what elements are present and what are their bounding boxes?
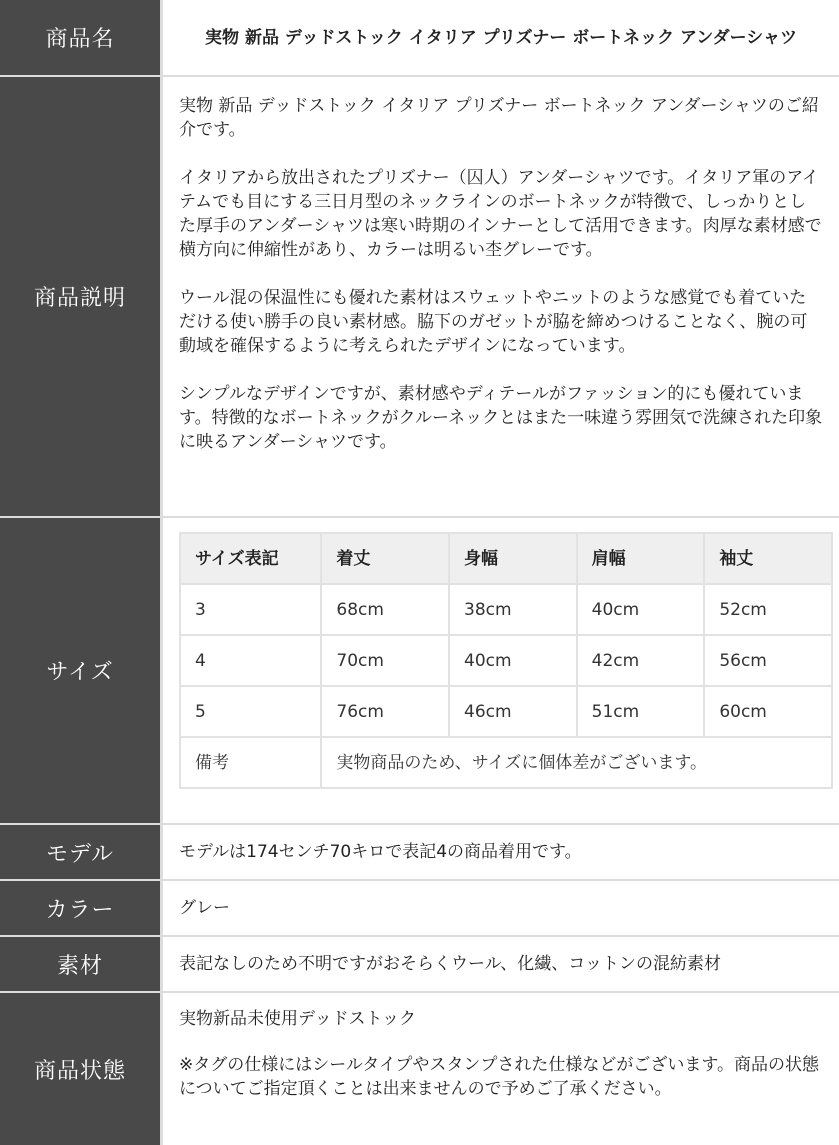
description-row: [0, 77, 839, 518]
size-cell: 56cm: [704, 635, 832, 686]
size-cell: 76cm: [321, 686, 449, 737]
size-cell: 40cm: [577, 584, 705, 635]
model-value: モデルは174センチ70キロで表記4の商品着用です。: [179, 842, 582, 862]
size-value: [163, 518, 839, 823]
size-header-cell: 身幅: [449, 533, 577, 584]
table-row: [180, 635, 832, 686]
size-cell: 3: [180, 584, 321, 635]
size-cell: 4: [180, 635, 321, 686]
condition-label: 商品状態: [0, 993, 163, 1145]
size-label: サイズ: [0, 518, 163, 823]
description-paragraph: ウール混の保温性にも優れた素材はスウェットやニットのような感覚でも着ていただける使い勝手の良い素材感。脇下のガゼットが脇を締めつけることなく、腕の可動域を確保するように考えられたデザインになっています。: [179, 288, 808, 356]
material-value: 表記なしのため不明ですがおそらくウール、化繊、コットンの混紡素材: [179, 954, 721, 974]
size-header-cell: 肩幅: [577, 533, 705, 584]
size-cell: 70cm: [321, 635, 449, 686]
size-cell: 60cm: [704, 686, 832, 737]
model-row: [0, 825, 839, 881]
size-cell: 42cm: [577, 635, 705, 686]
size-header-cell: 袖丈: [704, 533, 832, 584]
model-label: モデル: [0, 825, 163, 879]
size-cell: 52cm: [704, 584, 832, 635]
description-label: 商品説明: [0, 77, 163, 516]
description-value: [163, 77, 839, 516]
size-row: [0, 518, 839, 825]
description-paragraph: イタリアから放出されたプリズナー（囚人）アンダーシャツです。イタリア軍のアイテムでも目にする三日月型のネックラインのボートネックが特徴で、しっかりとした厚手のアンダーシャツは寒い時期のインナーとして活用できます。肉厚な素材感で横方向に伸縮性があり、カラーは明るい杢グレーです。: [179, 168, 822, 260]
material-row: [0, 937, 839, 993]
size-header-cell: 着丈: [321, 533, 449, 584]
condition-value: [163, 993, 839, 1145]
condition-line: 実物新品未使用デッドストック: [179, 1009, 416, 1029]
size-cell: 51cm: [577, 686, 705, 737]
description-paragraph: 実物 新品 デッドストック イタリア プリズナー ボートネック アンダーシャツのご紹介です。: [179, 96, 819, 140]
size-note-row: [180, 737, 832, 788]
condition-row: [0, 993, 839, 1145]
color-row: [0, 881, 839, 937]
description-paragraph: シンプルなデザインですが、素材感やディテールがファッション的にも優れています。特徴的なボートネックがクルーネックとはまた一味違う雰囲気で洗練された印象に映るアンダーシャツです。: [179, 384, 823, 452]
material-label: 素材: [0, 937, 163, 991]
color-value: グレー: [179, 898, 230, 918]
size-cell: 68cm: [321, 584, 449, 635]
size-cell: 46cm: [449, 686, 577, 737]
size-table-header: [180, 533, 832, 584]
condition-note: ※タグの仕様にはシールタイプやスタンプされた仕様などがございます。商品の状態についてご指定頂くことは出来ませんので予めご了承ください。: [179, 1055, 820, 1099]
size-cell: 5: [180, 686, 321, 737]
product-name-row: [0, 0, 839, 77]
size-table: [179, 532, 833, 789]
table-row: [180, 584, 832, 635]
table-row: [180, 686, 832, 737]
product-name-label: 商品名: [0, 0, 163, 75]
size-note-label: 備考: [180, 737, 321, 788]
size-header-cell: サイズ表記: [180, 533, 321, 584]
product-name-value: 実物 新品 デッドストック イタリア プリズナー ボートネック アンダーシャツ: [205, 27, 797, 48]
size-cell: 40cm: [449, 635, 577, 686]
size-note-value: 実物商品のため、サイズに個体差がございます。: [321, 737, 832, 788]
size-cell: 38cm: [449, 584, 577, 635]
color-label: カラー: [0, 881, 163, 935]
